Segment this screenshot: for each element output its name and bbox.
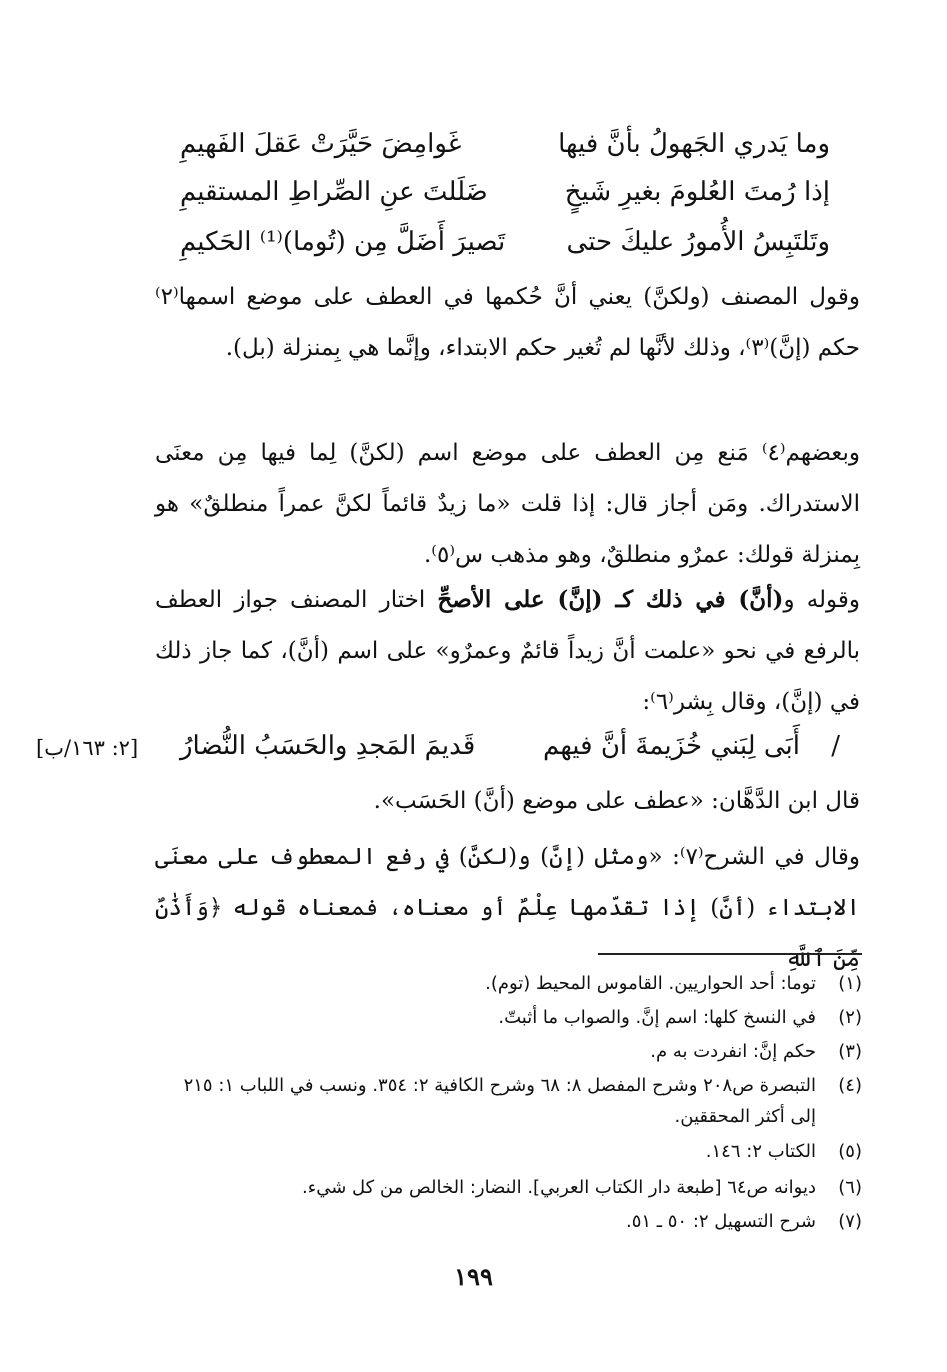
footnote-number: (٦): [838, 1177, 862, 1198]
footnote-text: في النسخ كلها: اسم إنَّ. والصواب ما أثبتّ.: [498, 1007, 816, 1028]
verse-line-2: [150, 172, 870, 212]
verse-hemistich-second: تَصيرَ أَضَلَّ مِن (تُوما)⁽¹⁾ الحَكيمِ: [180, 227, 506, 257]
quoted-verse: [150, 724, 870, 768]
footnote-number: (٧): [838, 1211, 862, 1232]
paragraph-5: وقال في الشرح⁽٧⁾: «ومثل (إنَّ) و(لكنَّ) في رفع المعطوف على معنَى الابتداء (أنَّ) إذا تقدّمها عِلْمٌ أو معناه، فمعناه قوله ﴿وَأَذَٰنٌ مِّنَ ٱللَّهِ: [155, 844, 861, 972]
paragraph-3: [155, 574, 860, 728]
footnote-number: (٢): [838, 1007, 862, 1028]
footnote-divider: [598, 953, 862, 955]
footnote-text: حكم إنَّ: انفردت به م.: [650, 1041, 816, 1062]
verse-line-3: [150, 222, 870, 262]
paragraph-3-rest: اختار المصنف جواز العطف بالرفع في نحو «علمت أنَّ زيداً قائمٌ وعمرٌو» على اسم (أنَّ)، كما جاز ذلك في (إنَّ)، وقال بِشر⁽٦⁾:: [155, 587, 860, 715]
footnote-2: [150, 1002, 862, 1033]
verse-hemistich-second: ضَلَلتَ عنِ الصِّراطِ المستقيمِ: [180, 177, 488, 207]
paragraph-2: وبعضهم⁽٤⁾ مَنع مِن العطف على موضع اسم (لكنَّ) لِما فيها مِن معنَى الاستدراك. ومَن أجاز قال: إذا قلت «ما زيدٌ قائماً لكنَّ عمراً منطلقٌ» هو بِمنزلة قولك: عمرٌو منطلقٌ، وهو مذهب س⁽٥⁾.: [155, 440, 860, 568]
footnote-text: ديوانه ص٦٤ [طبعة دار الكتاب العربي]. النضار: الخالص من كل شيء.: [302, 1177, 816, 1198]
footnote-6: [150, 1172, 862, 1203]
footnote-number: (٣): [838, 1041, 862, 1062]
footnote-7: [150, 1206, 862, 1237]
footnote-text: توما: أحد الحواريين. القاموس المحيط (توم).: [485, 973, 816, 994]
footnote-4: [150, 1070, 862, 1132]
paragraph-4: قال ابن الدَّهَّان: «عطف على موضع (أنَّ) الحَسَب».: [373, 788, 860, 814]
paragraph-1: وقول المصنف (ولكنَّ) يعني أنَّ حُكمها في العطف على موضع اسمها⁽٢⁾ حكم (إنَّ)⁽٣⁾، وذلك لأنَّها لم تُغير حكم الابتداء، وإنَّما هي بِمنزلة (بل).: [155, 284, 860, 361]
manuscript-folio-ref: [٢: ١٦٣/ب]: [36, 736, 139, 760]
footnote-text: التبصرة ص٢٠٨ وشرح المفصل ٨: ٦٨ وشرح الكافية ٢: ٣٥٤. ونسب في اللباب ١: ٢١٥ إلى أكثر المحققين.: [183, 1075, 816, 1127]
footnote-text: شرح التسهيل ٢: ٥٠ ـ ٥١.: [625, 1211, 816, 1232]
matn-quote: (أنَّ) في ذلك كـ (إنَّ) على الأصحِّ: [437, 586, 784, 613]
footnote-number: (٥): [838, 1141, 862, 1162]
footnote-text: الكتاب ٢: ١٤٦.: [705, 1141, 816, 1162]
folio-break-mark: /: [831, 731, 840, 761]
footnote-5: [150, 1136, 862, 1167]
verse-hemistich-first: وما يَدري الجَهولُ بأنَّ فيها: [558, 129, 830, 159]
verse-hemistich-first: وتَلتَبِسُ الأُمورُ عليكَ حتى: [566, 227, 830, 257]
paragraph-3-lead: وقوله و: [783, 587, 861, 613]
verse-hemistich-second: قَديمَ المَجدِ والحَسَبُ النُّضارُ: [180, 731, 476, 761]
verse-hemistich-first: إذا رُمتَ العُلومَ بغيرِ شَيخٍ: [564, 177, 830, 207]
verse-line-1: [150, 124, 870, 164]
verse-hemistich-second: غَوامِضَ حَيَّرَتْ عَقلَ الفَهيمِ: [180, 129, 462, 159]
page-number: ١٩٩: [454, 1262, 493, 1291]
footnote-1: [150, 968, 862, 999]
footnote-number: (٤): [838, 1075, 862, 1096]
footnote-3: [150, 1036, 862, 1067]
verse-hemistich-first: أَبَى لِبَني خُزَيمةَ أنَّ فيهم: [543, 731, 800, 761]
footnote-number: (١): [838, 973, 862, 994]
